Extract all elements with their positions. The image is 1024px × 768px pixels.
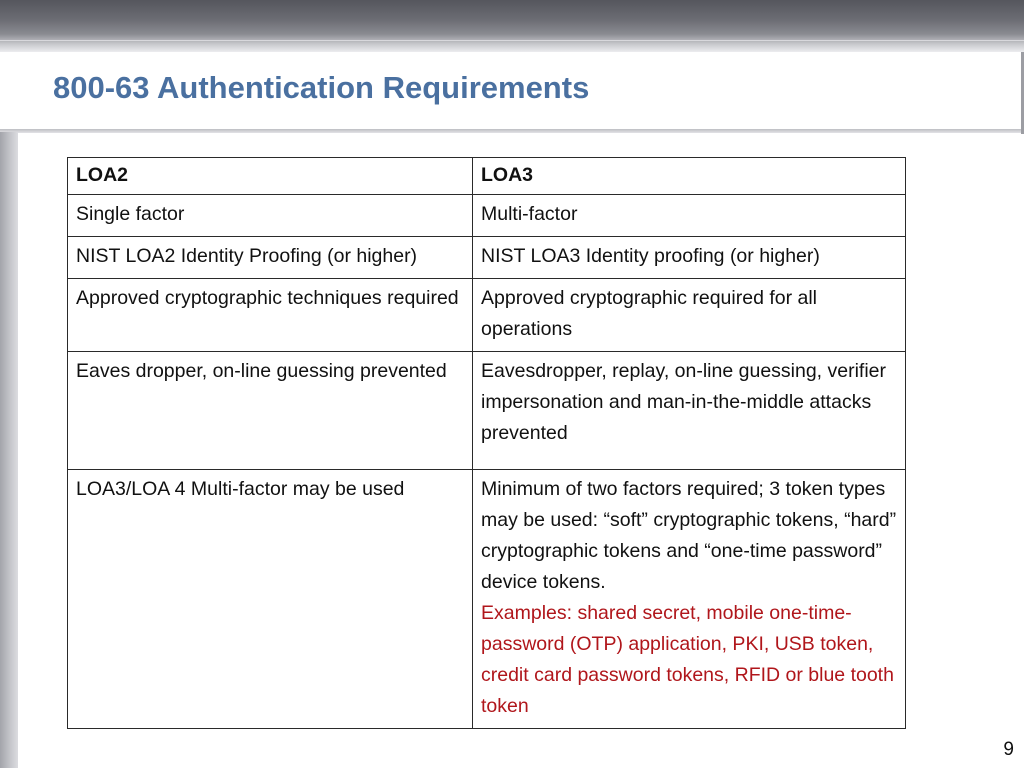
cell-loa2: Approved cryptographic techniques required [68, 279, 473, 352]
table-row [68, 470, 906, 729]
table-row [68, 279, 906, 352]
token-examples-text: Examples: shared secret, mobile one-time- password (OTP) application, PKI, USB token, credit card password tokens, RFID or blue tooth token [481, 602, 894, 717]
slide-number: 9 [1003, 739, 1014, 760]
header-loa2: LOA2 [68, 158, 473, 195]
table-row [68, 237, 906, 279]
cell-loa3 [473, 470, 906, 729]
cell-loa3: Multi-factor [473, 195, 906, 237]
cell-loa2: LOA3/LOA 4 Multi-factor may be used [68, 470, 473, 729]
band-divider-line [0, 40, 1024, 41]
cell-loa3: Eavesdropper, replay, on-line guessing, verifier impersonation and man-in-the-middle attacks prevented [473, 352, 906, 470]
page-title: 800-63 Authentication Requirements [53, 70, 590, 105]
requirements-table [67, 157, 906, 729]
left-decorative-bar [0, 132, 18, 768]
cell-loa2: NIST LOA2 Identity Proofing (or higher) [68, 237, 473, 279]
token-requirements-text: Minimum of two factors required; 3 token types may be used: “soft” cryptographic tokens, “hard” cryptographic tokens and “one-time password” device tokens. [481, 478, 897, 593]
table-header-row [68, 158, 906, 195]
title-underline [0, 129, 1021, 133]
cell-loa3: Approved cryptographic required for all operations [473, 279, 906, 352]
table-row [68, 352, 906, 470]
top-decorative-band [0, 0, 1024, 52]
table-row [68, 195, 906, 237]
cell-loa3: NIST LOA3 Identity proofing (or higher) [473, 237, 906, 279]
header-loa3: LOA3 [473, 158, 906, 195]
cell-loa2: Eaves dropper, on-line guessing prevented [68, 352, 473, 470]
cell-loa2: Single factor [68, 195, 473, 237]
